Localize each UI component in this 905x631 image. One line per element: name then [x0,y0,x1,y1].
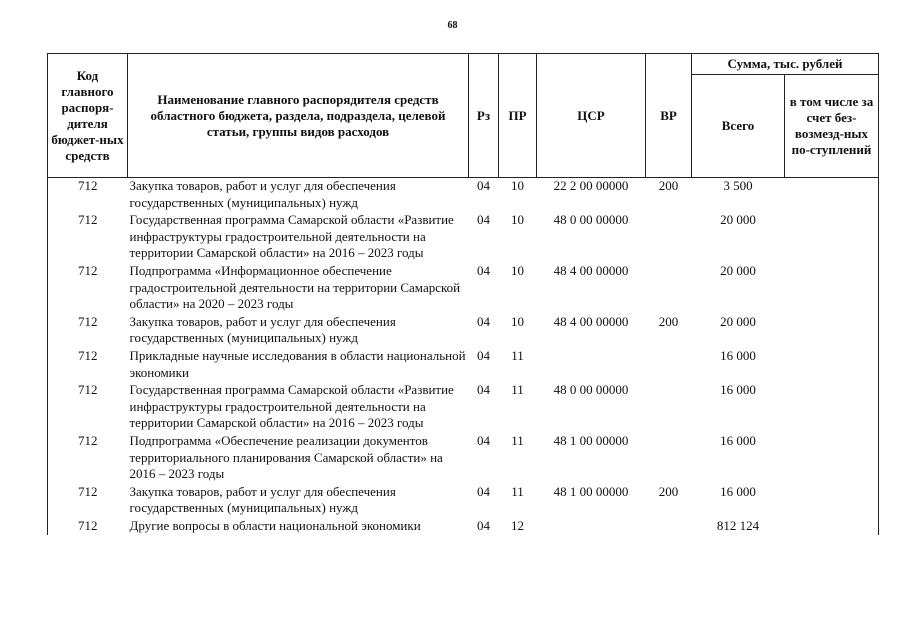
cell-gratuitous [785,518,879,536]
cell-rz: 04 [477,347,490,363]
cell-vr: 200 [658,178,679,193]
header-gratuitous: в том числе за счет без-возмезд-ных по-ступлений [785,75,879,178]
budget-table [47,53,879,535]
cell-csr: 22 2 00 00000 [553,178,629,193]
cell-name: Государственная программа Самарской области «Развитие инфраструктуры градостроительной деятельности на территории Самарской области» на 2016 – 2023 годы [129,212,454,261]
cell-code: 712 [48,382,128,433]
cell-code: 712 [48,178,128,213]
cell-csr: 48 0 00 00000 [553,212,629,228]
table-row [48,263,879,314]
cell-csr: 48 4 00 00000 [553,313,629,329]
cell-vr [646,263,692,314]
cell-gratuitous [785,382,879,433]
table-row [48,433,879,484]
cell-code: 712 [48,518,128,536]
cell-csr: 48 0 00 00000 [553,382,629,398]
table-row [48,518,879,536]
table-row [48,382,879,433]
cell-rz: 04 [477,178,490,193]
cell-vr [646,212,692,263]
cell-pr: 11 [511,432,524,448]
cell-csr [537,348,646,382]
cell-rz: 04 [477,313,490,329]
cell-total: 16 000 [720,432,756,448]
cell-code: 712 [48,348,128,382]
cell-gratuitous [785,212,879,263]
cell-pr: 11 [511,483,524,499]
cell-gratuitous [785,348,879,382]
cell-total: 812 124 [716,517,760,533]
cell-rz: 04 [477,432,490,448]
table-row [48,348,879,382]
header-rz: Рз [469,54,499,178]
cell-gratuitous [785,314,879,348]
cell-name: Закупка товаров, работ и услуг для обеспечения государственных (муниципальных) нужд [129,483,396,516]
table-row [48,314,879,348]
cell-pr: 12 [511,517,524,533]
cell-vr [646,518,692,536]
cell-total: 20 000 [720,212,756,228]
cell-rz: 04 [477,517,490,533]
cell-gratuitous [785,484,879,518]
table-row [48,178,879,213]
cell-gratuitous [785,263,879,314]
header-csr: ЦСР [537,54,646,178]
cell-rz: 04 [477,483,490,499]
header-code: Код главного распоря-дителя бюджет-ных средств [48,54,128,178]
cell-pr: 10 [511,178,524,193]
cell-total: 3 500 [723,178,753,193]
table-body [48,178,879,536]
cell-name: Другие вопросы в области национальной экономики [129,517,421,533]
cell-code: 712 [48,212,128,263]
cell-name: Прикладные научные исследования в области национальной экономики [129,347,466,380]
cell-name: Подпрограмма «Обеспечение реализации документов территориального планирования Самарской области» на 2016 – 2023 годы [129,432,443,482]
cell-csr: 48 1 00 00000 [553,432,629,448]
cell-vr: 200 [658,313,679,329]
cell-rz: 04 [477,262,490,278]
cell-total: 16 000 [720,382,756,398]
cell-rz: 04 [477,212,490,228]
header-sum-group: Сумма, тыс. рублей [692,54,879,75]
header-name: Наименование главного распорядителя средств областного бюджета, раздела, подраздела, целевой статьи, группы видов расходов [128,54,469,178]
cell-gratuitous [785,433,879,484]
cell-pr: 10 [511,313,524,329]
cell-name: Подпрограмма «Информационное обеспечение градостроительной деятельности на территории Самарской области» на 2020 – 2023 годы [129,262,461,312]
cell-pr: 11 [511,382,524,398]
cell-vr [646,382,692,433]
cell-name: Государственная программа Самарской области «Развитие инфраструктуры градостроительной деятельности на территории Самарской области» на 2016 – 2023 годы [129,382,454,431]
header-pr: ПР [499,54,537,178]
header-total: Всего [692,75,785,178]
cell-code: 712 [48,263,128,314]
cell-vr [646,433,692,484]
table-header [48,54,879,178]
cell-pr: 10 [511,212,524,228]
cell-total: 20 000 [720,262,756,278]
cell-pr: 11 [511,347,524,363]
cell-name: Закупка товаров, работ и услуг для обеспечения государственных (муниципальных) нужд [129,313,396,346]
cell-total: 16 000 [720,483,756,499]
cell-csr: 48 4 00 00000 [553,262,629,278]
cell-name: Закупка товаров, работ и услуг для обеспечения государственных (муниципальных) нужд [129,178,396,210]
cell-csr [537,518,646,536]
cell-code: 712 [48,314,128,348]
cell-total: 16 000 [720,347,756,363]
cell-rz: 04 [477,382,490,398]
cell-total: 20 000 [720,313,756,329]
cell-pr: 10 [511,262,524,278]
header-vr: ВР [646,54,692,178]
cell-code: 712 [48,433,128,484]
table-row [48,212,879,263]
cell-code: 712 [48,484,128,518]
cell-csr: 48 1 00 00000 [553,483,629,499]
cell-vr: 200 [658,483,679,499]
page-number: 68 [447,20,458,31]
cell-gratuitous [785,178,879,213]
table-row [48,484,879,518]
cell-vr [646,348,692,382]
